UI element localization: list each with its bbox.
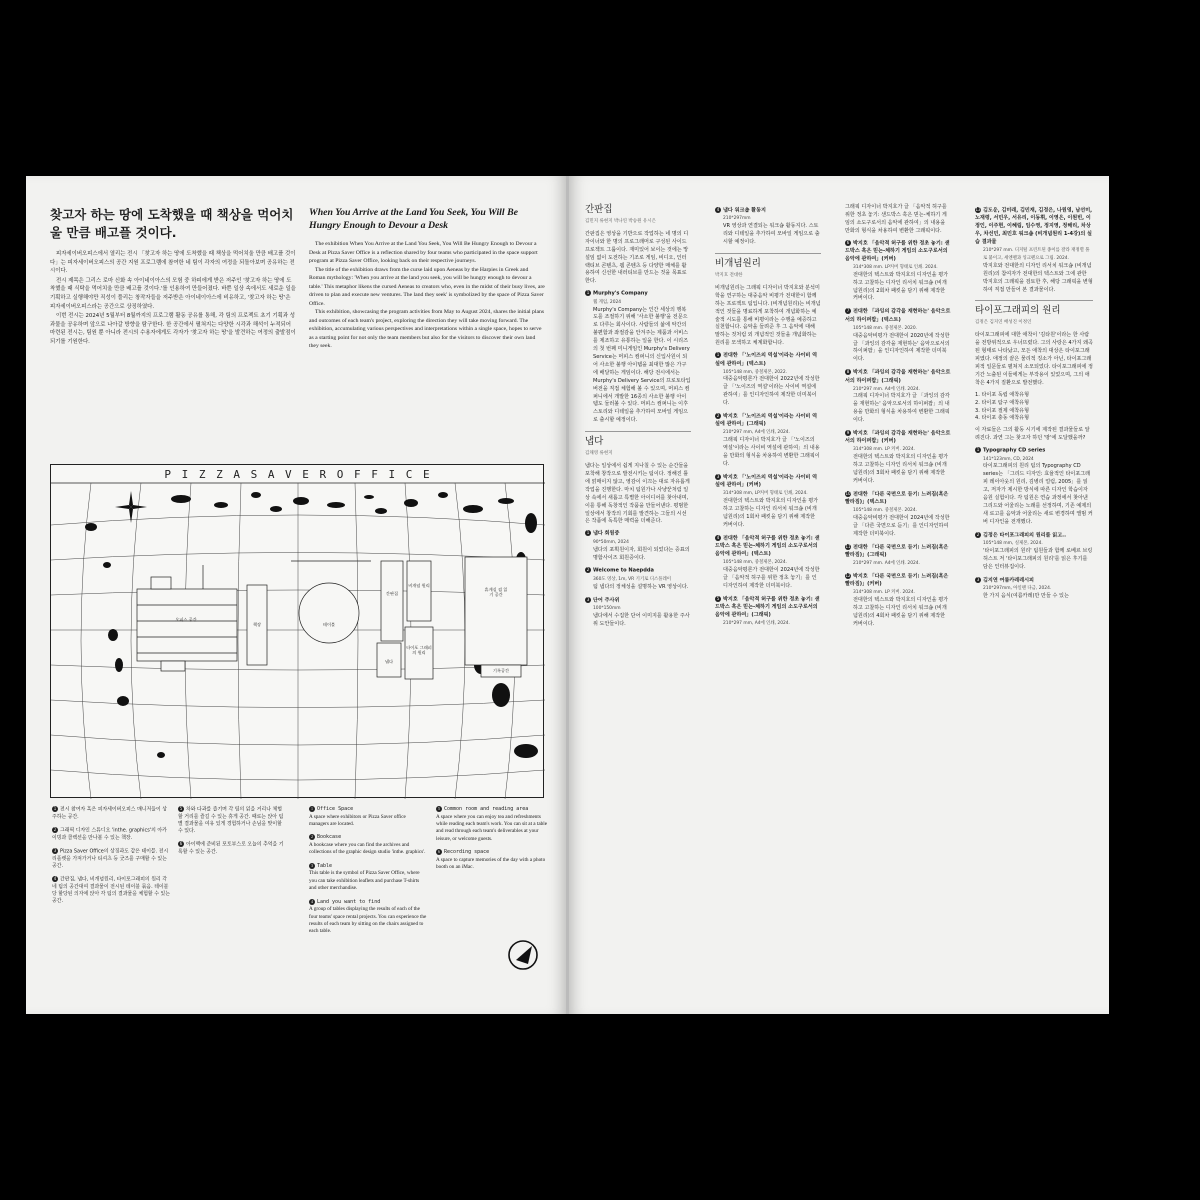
column-bigaenyeom-cont bbox=[845, 204, 951, 634]
entry-number: 12 bbox=[845, 573, 851, 579]
entry bbox=[585, 597, 691, 629]
list-item: 1. 타이포 독립 애착유형 bbox=[975, 391, 1030, 398]
entry bbox=[845, 369, 951, 425]
english-paragraph: The exhibition When You Arrive at the Land You Seek, You Will Be Hungry Enough to Devour a Desk at Pizza Saver Office is a reflection shared by four teams who participated in the space support program at Pizza Saver Office, looking back on their respective journeys. bbox=[309, 241, 538, 264]
legend-number: 5 bbox=[179, 806, 183, 811]
map-banner: P I Z Z A S A V E R O F F I C E bbox=[164, 468, 432, 481]
entry-number: 1 bbox=[716, 352, 720, 358]
map-label-typo: 타이포 그래피의 원리 bbox=[406, 645, 432, 655]
entry-title: Welcome to Naepdda bbox=[593, 567, 654, 574]
korean-paragraph: 전시 제목은 그리스 로마 신화 속 아이네이아스의 모험 중 하피에게 받은 저주인 '찾고자 하는 땅에 도착했을 때 식탁을 먹어치울 만큼 배고플 것이다.'를 인용하여 만들어졌다. 바쁜 일상 속에서도 새로운 일을 기획하고 실행해야만 직성이 풀리는 창작자들을 저주받은 아이네이아스에 비유하고, '찾고자 하는 땅'은 피자세이버오피스라는 공간으로 상징하였다. bbox=[50, 277, 296, 310]
divider bbox=[975, 300, 1093, 301]
entry-meta: 314*308 mm. LP 커버. 2024. bbox=[853, 447, 916, 453]
entry-number: 2 bbox=[716, 413, 720, 419]
legend-title: Common room and reading area bbox=[444, 806, 529, 813]
entry bbox=[845, 544, 951, 568]
legend-number: 3 bbox=[53, 847, 57, 853]
section-intro: 비개념원리는 그래픽 디자이너 박지호와 분석미학을 연구하는 대중음악 비평가 전대한이 함께 하는 프로젝트 팀입니다. (비개념원리)는 비개념적인 것들을 명료하게 포착하여 개념화하는 예술적 시도를 통해 비평이라는 수행을 예증하고 실천합니다. 음악을 들려준 후 그 음악에 대해 말하는 것처럼 외 개념적인 것들을 개념화하는 원리를 모색하고 체계화합니다. bbox=[715, 284, 821, 347]
entry-meta: 105*148 mm, 실제본, 2024. bbox=[983, 541, 1043, 547]
entry-number: 9 bbox=[846, 430, 850, 436]
legend-title: Recording space bbox=[444, 849, 490, 856]
entry-title: 단어 주사위 bbox=[593, 597, 620, 604]
korean-paragraph: 이번 전시는 2024년 5월부터 8월까지의 프로그램 활동 공유를 통해, 각 팀의 프로젝트 초기 기획과 성과물을 공유하며 앞으로 나아갈 방향을 탐구한다. 한 공간에서 펼쳐지는 다양한 시각과 해석이 누적되어 마련된 전시는, 팀원 뿐 아니라 전시의 수용자에게도 각자가 '찾고자 하는 땅'을 발견하는 여정의 출발점이 되기를 기원한다. bbox=[50, 313, 296, 345]
legend-number: 2 bbox=[53, 826, 57, 832]
list-item: 2. 타이포 탐구 애착유형 bbox=[975, 399, 1030, 406]
legend-number: 3 bbox=[311, 862, 313, 868]
entry-meta: 105*148 mm. 중철제본. 2024. bbox=[853, 508, 918, 514]
list-item: 3. 타이포 절제 애착유형 bbox=[975, 407, 1030, 414]
entry-meta: 210*297mm bbox=[723, 216, 751, 222]
entry bbox=[845, 573, 951, 629]
entry-number: 5 bbox=[716, 595, 720, 601]
entry-description: 대중음악평론가 전대한이 2022년에 작성한 글 「'노이즈의 역설'이라는 사이비 역설에 관하여」를 인디자인하여 제작한 더미북이다. bbox=[723, 376, 820, 407]
legend-text: A space where you can enjoy tea and refreshments while reading each team's work. You can sit at a table and read through each team's deliverables at your leisure, or welcome guests. bbox=[436, 813, 547, 842]
entry-meta: 210*297 mm. 디지털 프린트된 종이를 잘라 재정렬 풀로 붙이고, 세엔펠과 잉크펜으로 그림. 2024. bbox=[983, 248, 1090, 261]
entry bbox=[975, 577, 1093, 601]
map-label-ganpan: 간판집 bbox=[385, 591, 399, 596]
entry-title: 박지호 「'노이즈의 역설'이라는 사이비 역설에 관하여」(그래픽) bbox=[715, 413, 818, 428]
entry-title: 김지연 여름카레레시피 bbox=[983, 577, 1034, 584]
right-page bbox=[569, 176, 1109, 1014]
entry-description: 타이포그래피의 원리 팀의 Typography CD series는 「그리드 디자인: 효율적인 타이포그래피 레이아웃의 원리, 김병리 얼럼, 2005」를 읽고, 저자가 제시한 방식에 따른 디자인 학습이자 음원 실험이다. 각 팀원은 연습 과정에서 찾아낸 그리드와 어울리는 노래를 선정하며, 기존 예제의 새 로고를 음악과 어울리는 새로 변경하며 앨범 커버 디자인을 전개했다. bbox=[983, 463, 1093, 525]
legend-item bbox=[178, 841, 286, 856]
entry bbox=[715, 352, 821, 408]
entry-description: 그래픽 디자이너 박지호가 글 「과잉의 감각을 재현하는' 음악으로서의 하이퍼팝」의 내용을 만화의 형식을 차용하여 변환한 그래픽이다. bbox=[853, 393, 950, 424]
entry bbox=[975, 532, 1093, 572]
entry-description: 대중음악비평가 전대한이 2020년에 작성한 글 「과잉의 감각을 재현하는' 음악으로서의 하이퍼팝」을 인디자인하여 제작한 더미북이다. bbox=[853, 332, 950, 363]
entry-description: '타이포그래피의 원리' 팀원들과 함께 로베르 브링허스트 저 '타이포그래피의 원리'를 읽은 후기를 담은 인터뷰집이다. bbox=[983, 548, 1093, 570]
entry-description: 전대한의 텍스트와 박지호의 디자인을 평가하고 고찰하는 디자인 리서치 워크숍 (비개념원리)의 2회차 패킷을 담기 위해 제작한 커버이다. bbox=[853, 271, 949, 302]
map-label-office: 오피스 공간 bbox=[175, 617, 197, 622]
legend-text: A space where exhibitors or Pizza Saver office managers are located. bbox=[309, 813, 406, 827]
entry-meta: 314*308 mm. LP 커버. 2024. bbox=[853, 590, 916, 596]
section-title-typography: 타이포그래피의 원리 bbox=[975, 305, 1061, 317]
entry bbox=[585, 290, 691, 425]
entry bbox=[585, 567, 691, 591]
divider bbox=[715, 253, 821, 254]
legend-title: Office Space bbox=[317, 806, 354, 813]
entry-meta: 105*148 mm, 중철제본, 2022. bbox=[723, 369, 788, 375]
entry-number: 8 bbox=[846, 369, 850, 375]
entry-title: 박지호 「과잉의 감각을 재현하는' 음악으로서의 하이퍼팝」(커버) bbox=[845, 430, 951, 445]
legend-text: 그래픽 디자인 스튜디오 'inthe. graphics'의 아카이빙과 콜렉션을 만나볼 수 있는 책장. bbox=[52, 827, 167, 841]
entry-description: 전대한의 텍스트와 박지호의 디자인을 평가하고 고찰하는 디자인 리서치 워크숍 (비개념원리)의 4회차 패킷을 담기 위해 제작한 커버이다. bbox=[853, 597, 949, 627]
entry bbox=[845, 491, 951, 539]
entry-meta: 314*308 mm, LP커버 형태로 인쇄, 2024. bbox=[723, 491, 808, 497]
entry-meta: 314*308 mm. LP커버 형태로 인쇄. 2024. bbox=[853, 264, 938, 270]
entry-meta: 100*150mm bbox=[593, 606, 621, 612]
entry-description: 박지호와 전대한의 디자인 리서치 워크숍 (비개념원리)의 참여자가 전대한의 텍스트와 그에 관한 박지호의 그래픽을 검토한 후, 해당 그래픽을 변형하여 직접 만들어 본 결과물이다. bbox=[983, 262, 1093, 293]
legend-text: A space to capture memories of the day with a photo booth on an iMac. bbox=[436, 856, 546, 871]
column-ganpan bbox=[585, 204, 691, 634]
divider bbox=[585, 431, 691, 432]
entry-number: 11 bbox=[845, 543, 851, 549]
legend-item bbox=[309, 863, 427, 893]
entry bbox=[715, 413, 821, 469]
entry-description: 전대한의 텍스트와 박지호의 디자인을 평가하고 고찰하는 디자인 리서치 워크숍 (비개념원리)의 3회차 패킷을 담기 위해 제작한 커버이다. bbox=[853, 454, 949, 484]
entry-description: 한 가지 음식(여름카레)만 만들 수 있는 bbox=[983, 593, 1069, 600]
legend-item bbox=[309, 834, 427, 856]
entry-number: 4 bbox=[716, 534, 720, 540]
english-paragraph: The title of the exhibition draws from the curse laid upon Aeneas by the Harpies in Greek and Roman mythology: 'When you arrive at the land you seek, you will be hungry enough to devour a table.' This metaphor likens the cursed Aeneas to creators who, even in the midst of their busy lives, are driven to plan and execute new ventures. The land they seek' is symbolized by the space of Pizza Saver Office. bbox=[309, 266, 545, 307]
compass-rose bbox=[115, 491, 147, 523]
legend-text: 아이맥에 준비된 포토부스로 오늘의 추억을 기록할 수 있는 공간. bbox=[178, 841, 284, 856]
entry-meta: 360도 영상, 1m, VR 기기로 디스플레이 bbox=[593, 576, 671, 582]
legend-text: Pizza Saver Office의 상징과도 같은 테이블. 전시 리플렛을 가져가거나 티셔츠 등 굿즈를 구매할 수 있는 공간. bbox=[52, 848, 169, 869]
team-members: 김채영 류현지 bbox=[585, 451, 613, 457]
entry-title: Murphy's Company bbox=[593, 290, 648, 297]
legend-text: 간판집, 냅다, 비개념원리, 타이포그래피의 원리 각 네 팀의 공간대여 결과물이 전시된 테이블 묶음. 테이블당 할당된 의자에 앉아 각 팀의 결과물을 체험할 수 있는 공간. bbox=[52, 876, 170, 905]
entry-description: 냅다의 포획원이자, 회원이 되었다는 증표의 명함사이즈 회원증이다. bbox=[593, 546, 690, 561]
legend-item bbox=[52, 876, 170, 905]
legend-number: 6 bbox=[438, 849, 440, 855]
section-intro: 냅다는 일상에서 쉽게 지나칠 수 있는 순간들을 포착해 창작으로 발전시키는 팀이다. 정해진 틀에 얽매이지 않고, 영감이 이끄는 대로 자유롭게 작업을 진행한다. 마치 팀원가나 사냥꾼처럼 일상 속에서 새롭고 특별한 아이디어를 찾아내며, 이를 통해 독창적인 작품을 만들어낸다. 평범한 일상에서 창작의 기회를 발견하는 그들의 시선은 작품에 독특한 매력을 더해준다. bbox=[585, 463, 690, 525]
entry-title: 김정은 타이포그래피의 원리를 읽고.. bbox=[983, 532, 1066, 539]
legend-item bbox=[436, 806, 548, 843]
section-title-nep: 냅다 bbox=[585, 436, 604, 448]
left-page bbox=[26, 176, 566, 1014]
entry-meta: 141*123mm, CD, 2024 bbox=[983, 456, 1034, 462]
legend-number: 6 bbox=[179, 841, 183, 847]
entry-meta: 105*148 mm, 중철제본, 2024. bbox=[723, 559, 788, 565]
pizza-saver-logo bbox=[506, 938, 540, 972]
korean-title: 찾고자 하는 땅에 도착했을 때 책상을 먹어치울 만큼 배고플 것이다. bbox=[50, 207, 294, 240]
legend-text: A bookcase where you can find the archives and collections of the graphic design studio 'inthe. graphics'. bbox=[309, 842, 426, 856]
entry-number: 1 bbox=[976, 447, 980, 453]
section-outro: 이 자료들은 그의 활동 시기에 제작된 결과물들로 알려진다. 과연 그는 찾고자 하던 '땅'에 도달했을까? bbox=[975, 427, 1090, 442]
legend-english-col1 bbox=[309, 806, 427, 942]
entry-description: Murphy's Company는 인간 세상의 행복도를 조절하기 위해 '사소한 불행'을 전문으로 다루는 회사이다. 사람들의 삶에 악간의 불편함과 좌절감을 안겨주는 제품과 서비스를 제조하고 유통하는 일을 한다. 이 시리즈의 첫 번째 미니게임인 Murphy's Delivery Service는 머피스 컴퍼니의 신입사원이 되어 사소한 불행 아이템을 최대한 많은 가구에 배달하는 게임이다. 해당 전시에서는 Murphy's Delivery Service의 프로토타입 버전을 직접 체험해 볼 수 있으며, 머피스 컴퍼니에서 개발한 16종의 사소한 불행 아이템도 둘러볼 수 있다. 머피스 컴퍼니는 이후 스토리와 디테일을 추가하여 모바일 게임으로 출시할 예정이다. bbox=[593, 306, 691, 424]
legend-number: 5 bbox=[438, 806, 440, 811]
entry-description: 냅다에서 수집한 단어 이미지를 활용한 주사위 도안들이다. bbox=[593, 612, 690, 627]
entry-title: 전대한 「'노이즈의 역설'이라는 사이비 역설에 관하여」(텍스트) bbox=[715, 352, 818, 367]
entry-meta: 90*50mm, 2024 bbox=[593, 539, 629, 545]
map-illustration bbox=[51, 465, 545, 799]
entry-meta: 210*297 mm. A4에 인쇄. 2024. bbox=[853, 386, 920, 392]
legend-english-col2 bbox=[436, 806, 548, 878]
floor-map bbox=[50, 464, 544, 798]
entry bbox=[715, 207, 821, 247]
entry-description: 그래픽 디자이너 박지호가 글 「'노이즈의 역설'이라는 사이비 역설에 관하여」의 내용을 만화의 형식을 차용하여 변환한 그래픽이다. bbox=[723, 437, 820, 467]
map-label-bigae: 비개념 원리 bbox=[408, 583, 430, 588]
map-label-common: 휴게실 겸 읽기 공간 bbox=[484, 587, 508, 597]
column-bigaenyeom bbox=[715, 204, 821, 633]
map-label-bookcase: 책장 bbox=[252, 622, 262, 627]
entry-title: 박지호 「과잉의 감각을 재현하는' 음악으로서의 하이퍼팝」(그래픽) bbox=[845, 369, 951, 384]
section-intro: 타이포그래피에 대한 애착이 '김타원'이라는 한 사람을 전방위적으로 우너뜨렸다. 그의 사랑은 4가지 왜곡된 형태로 나타났고, 모든 애착의 대상은 타이포그래피였다. 애정의 끝은 물리적 징소가 아닌, 타이포그래피적 일문들로 펼쳐지 소모되었다. 타이포그래피에 정기간 노출된 이들에게는 부작용이 있었으며, 그의 애착은 4가지 질환으로 발전했다. bbox=[975, 332, 1093, 386]
legend-number: 2 bbox=[311, 834, 313, 840]
section-title-bigaenyeom: 비개념원리 bbox=[715, 258, 761, 270]
entry-number: 7 bbox=[846, 308, 850, 314]
entry-number: 6 bbox=[846, 239, 850, 245]
entry-meta: 105*148 mm. 중철제본. 2020. bbox=[853, 325, 918, 331]
entry bbox=[845, 430, 951, 486]
entry-number: 1 bbox=[586, 290, 590, 296]
entry bbox=[715, 535, 821, 591]
entry-description: 전대한의 텍스트와 박지호의 디자인을 평가하고 고찰하는 디자인 리서치 워크숍 (비개념원리)의 1회차 패킷을 담기 위해 제작한 커버이다. bbox=[723, 498, 819, 528]
korean-paragraph: 피자세이버오피스에서 열리는 전시 「찾고자 하는 땅에 도착했을 때 책상을 먹어치울 만큼 배고플 것이다」는 피자세이버오피스의 공간 지원 프로그램에 참여한 네 팀이 각자의 여정을 되돌아보며 공유하는 전시이다. bbox=[50, 251, 296, 275]
entry-title: 전대한 「다른 국면으로 듣기: 느려짐(혹은 빨라짐)」(그래픽) bbox=[845, 544, 949, 559]
english-paragraph: This exhibition, showcasing the program activities from May to August 2024, shares the initial plans and outcomes of each team's project, exploring the direction they will take moving forward. The exhibition, accumulating various perspectives and interpretations within a single space, hopes to serve as a starting point for not only the team members but also for the visitors to discover their own land they seek. bbox=[309, 309, 545, 349]
entry-number: 3 bbox=[716, 473, 720, 479]
legend-item bbox=[52, 806, 170, 821]
map-label-nep: 냅다 bbox=[384, 659, 394, 664]
entry-title: 김도운, 김미래, 김민재, 김정은, 나원영, 남선미, 노재령, 서민우, 서유리, 이동휘, 이영은, 이원빈, 이정인, 이주현, 이혜림, 임수영, 정지영, 정해리, 차상우, 차선민, 최민호 워크숍 (비개념원리 1-4강)의 실습 결과물 bbox=[975, 207, 1093, 246]
english-title: When You Arrive at the Land You Seek, You Will Be Hungry Enough to Devour a Desk bbox=[309, 207, 518, 231]
entry-meta: 210*297 mm. A4에 인쇄. 2024. bbox=[853, 561, 920, 567]
legend-title: Land you want to find bbox=[317, 898, 381, 905]
legend-number: 1 bbox=[53, 806, 57, 811]
entry bbox=[845, 240, 951, 304]
section-title-ganpan: 간판집 bbox=[585, 204, 613, 215]
section-intro: 간판집은 영상을 기반으로 작업하는 네 명의 디자이너와 한 명의 프로그래머로 구성된 사이드 프로젝트 그룹이다. 재미있어 보이는 것에는 망설임 없이 도전하는 기조로 게임, 비디오, 인터랙티브 콘텐츠, 웹 콘텐츠 등 다양한 매체를 활용하여 신선한 내러티브를 만드는 것을 목표로 한다. bbox=[585, 230, 689, 285]
entry-description: 대중음악비평가 전대한이 2024년에 작성한 글 「다른 국면으로 듣기」를 인디자인하여 제작한 더미북이다. bbox=[853, 515, 950, 537]
map-label-record: 기록공간 bbox=[492, 668, 510, 673]
entry-number: 10 bbox=[845, 490, 851, 496]
list-item: 4. 타이포 충동 애착유형 bbox=[975, 415, 1030, 422]
entry-number: 3 bbox=[586, 596, 590, 602]
entry bbox=[975, 447, 1093, 527]
legend-number: 4 bbox=[311, 898, 313, 904]
entry-number: 3 bbox=[976, 576, 980, 582]
legend-title: Table bbox=[317, 863, 333, 869]
entry-title: 냅다 워크숍 활동지 bbox=[723, 207, 766, 214]
entry bbox=[845, 308, 951, 364]
column-typography bbox=[975, 204, 1093, 606]
team-members: 김정은 김지연 배성진 이정인 bbox=[975, 320, 1032, 326]
legend-item bbox=[52, 848, 170, 870]
entry bbox=[975, 207, 1093, 294]
entry-number: 2 bbox=[976, 531, 980, 537]
entry-number: 13 bbox=[975, 207, 981, 212]
map-label-table: 테이블 bbox=[322, 622, 336, 627]
entry-title: 박지호 「음악적 허구를 위한 정초 놓기: 샌드박스 혹은 믿는-체하기 게임의 소도구로서의 음악에 관하여」(그래픽) bbox=[715, 596, 820, 618]
entry bbox=[715, 474, 821, 530]
intro-english bbox=[309, 206, 545, 351]
legend-number: 1 bbox=[311, 806, 313, 811]
team-members: 박지호 전대한 bbox=[715, 273, 743, 279]
legend-text: 차와 다과를 즐기며 각 팀의 읽을 거리나 체험할 거리를 즐길 수 있는 휴게 공간. 때로는 앉아 팀별 결과물을 여유 있게 경험하거나 손님을 맞이할 수 있다. bbox=[178, 806, 284, 835]
entry bbox=[715, 596, 821, 628]
entry-meta: 210*297 mm, A4에 인쇄, 2024. bbox=[723, 620, 790, 626]
entry-meta: 210*297 mm, A4에 인쇄, 2024. bbox=[723, 430, 790, 436]
team-members: 김민지 류현지 박나연 박승원 유시은 bbox=[585, 219, 656, 224]
entry-title: 박지호 「음악적 허구를 위한 정초 놓기: 샌드박스 혹은 믿는-체하기 게임의 소도구로서의 음악에 관하여」(커버) bbox=[845, 240, 950, 262]
legend-title: Bookcase bbox=[317, 834, 342, 841]
legend-number: 4 bbox=[53, 875, 57, 881]
entry-title: 박지호 「다른 국면으로 듣기: 느려짐(혹은 빨라짐)」(커버) bbox=[845, 573, 949, 588]
attachment-list bbox=[975, 392, 1093, 424]
entry-number: 1 bbox=[586, 530, 590, 536]
legend-text: 전시 참여자 혹은 피자세이버오피스 매니저들이 상주하는 공간. bbox=[52, 806, 167, 820]
entry-title: 전대한 「다른 국면으로 듣기: 느려짐(혹은 빨라짐)」(텍스트) bbox=[845, 491, 949, 506]
legend-item bbox=[178, 806, 286, 835]
entry bbox=[585, 530, 691, 562]
intro-korean bbox=[50, 206, 296, 348]
entry-title: 박지호 「'노이즈의 역설'이라는 사이비 역설에 관하여」(커버) bbox=[715, 474, 818, 489]
entry-description: 대중음악평론가 전대한이 2024년에 작성한 글 「음악적 허구를 위한 정초 놓기」를 인디자인하여 제작한 더미북이다. bbox=[723, 566, 820, 589]
entry-description: 그래픽 디자이너 박지호가 글 「음악적 허구를 위한 정초 놓기: 샌드박스 혹은 믿는-체하기 게임의 소도구로서의 음악에 관하여」의 내용을 만화의 형식을 차용하여 변환한 그래픽이다. bbox=[845, 204, 947, 234]
legend-korean-col2 bbox=[178, 806, 286, 862]
legend-item bbox=[52, 827, 170, 842]
entry-title: 전대한 「과잉의 감각을 재현하는' 음악으로서의 하이퍼팝」(텍스트) bbox=[845, 308, 951, 323]
legend-item bbox=[436, 849, 548, 871]
entry-title: 전대한 「음악적 허구를 위한 정초 놓기: 샌드박스 혹은 믿는-체하기 게임의 소도구로서의 음악에 관하여」(텍스트) bbox=[715, 535, 820, 558]
legend-item bbox=[309, 806, 427, 828]
legend-korean-col1 bbox=[52, 806, 170, 911]
entry-description: VR 영상과 연결되는 워크숍 활동지다. 스토리와 디테일을 추가하여 모바일 게임으로 출시할 예정이다. bbox=[723, 223, 820, 246]
entry-meta: 210*297mm, 아일랜 다금, 2024. bbox=[983, 586, 1052, 592]
legend-item bbox=[309, 899, 427, 936]
entry-description: 팀 냅다의 정체성을 설명하는 VR 영상이다. bbox=[593, 583, 689, 590]
entry-number: 4 bbox=[716, 207, 720, 212]
legend-text: This table is the symbol of Pizza Saver Office, where you can take exhibition leaflets and purchase T-shirts and other merchandise. bbox=[309, 870, 420, 892]
entry-title: 냅다 회원증 bbox=[593, 530, 620, 537]
entry-title: Typography CD series bbox=[983, 447, 1046, 454]
entry-meta: 웹 게임, 2024 bbox=[593, 299, 622, 305]
legend-text: A group of tables displaying the results of each of the four teams' space rental projects. You can experience the results of each team by sitting on the chairs assigned to each table. bbox=[309, 906, 427, 935]
entry-number: 2 bbox=[586, 567, 590, 573]
